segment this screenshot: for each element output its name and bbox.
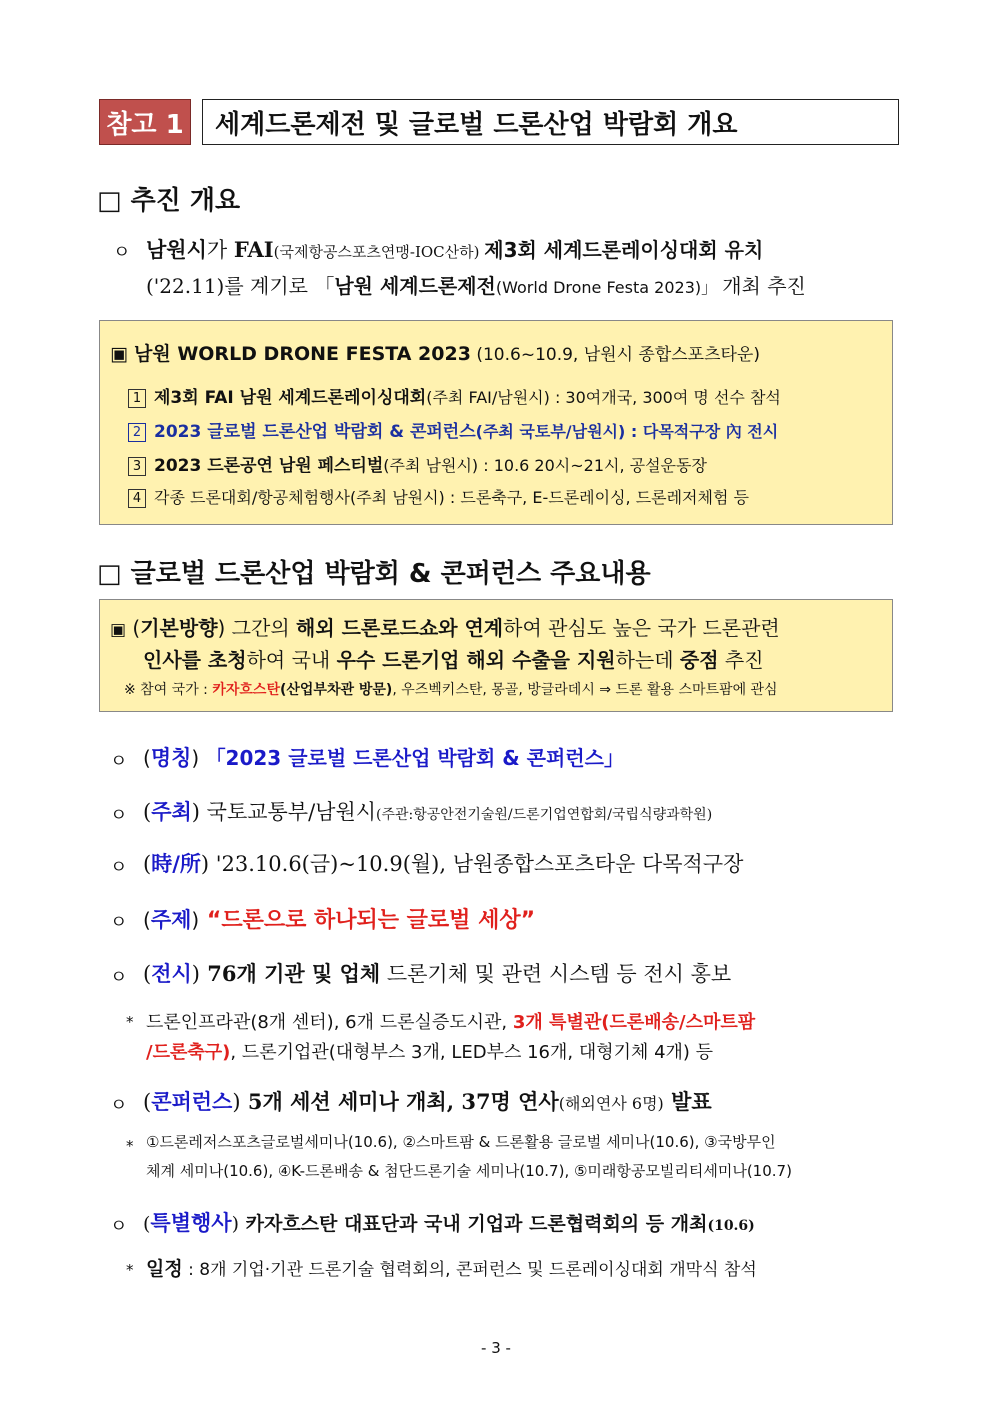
conference-note-line-2: 체계 세미나(10.6), ④K-드론배송 & 첨단드론기술 세미나(10.7), ⑤미래항공모빌리티세미나(10.7) <box>146 1162 792 1180</box>
value-host-sub: (주관:항공안전기술원/드론기업연합회/국립식량과학원) <box>376 807 713 823</box>
page-number: - 3 - <box>481 1339 511 1357</box>
label-conference: 콘퍼런스 <box>151 1090 233 1114</box>
item-conference: (콘퍼런스) 5개 세션 세미나 개최, 37명 연사(해외연사 6명) 발표 <box>143 1089 712 1114</box>
text-racing-bid: 제3회 세계드론레이싱대회 유치 <box>484 238 764 262</box>
bullet-marker: ㅇ <box>110 751 128 772</box>
number-box: 3 <box>128 457 146 476</box>
box-marker: ▣ <box>110 620 127 640</box>
direction-line-1 <box>110 612 780 641</box>
direction-segment: ( <box>132 616 141 640</box>
text-fai-desc: (국제항공스포츠연맹-IOC산하) <box>273 243 485 261</box>
item-detail: (주최 FAI/남원시) : 30여개국, 300여 명 선수 참석 <box>426 388 781 407</box>
text: : 8개 기업·기관 드론기술 협력회의, 콘퍼런스 및 드론레이싱대회 개막식 참석 <box>182 1260 757 1280</box>
value-exhibit-rest: 드론기체 및 관련 시스템 등 전시 홍보 <box>380 962 732 986</box>
direction-segment: ) 그간의 <box>217 616 296 640</box>
value-exhibit-bold: 76개 기관 및 업체 <box>199 961 381 986</box>
festa-item-4 <box>128 485 749 508</box>
label-host: 주최 <box>151 800 192 824</box>
conference-note-line-1: ①드론레저스포츠글로벌세미나(10.6), ②스마트팜 & 드론활용 글로벌 세미나(10.6), ③국방무인 <box>146 1133 776 1151</box>
item-time-place: (時/所) '23.10.6(금)~10.9(월), 남원종합스포츠타운 다목적구장 <box>143 852 744 876</box>
text-festa-en: (World Drone Festa 2023)」 <box>495 278 723 297</box>
direction-segment: 하는데 <box>615 648 680 672</box>
direction-segment: 추진 <box>718 648 764 672</box>
text-fai: FAI <box>233 237 274 262</box>
text: 개최 추진 <box>722 274 806 298</box>
text: , 드론기업관(대형부스 3개, LED부스 16개, 대형기체 4개) 등 <box>230 1042 714 1063</box>
bullet-marker: ㅇ <box>110 805 128 826</box>
section-heading-main-content: □ 글로벌 드론산업 박람회 & 콘퍼런스 주요내용 <box>97 559 651 589</box>
exhibit-note-line-2 <box>146 1038 713 1064</box>
direction-segment: 우수 드론기업 해외 수출을 지원 <box>336 648 616 672</box>
special-event-note <box>146 1254 757 1281</box>
value-conference-bold: 5개 세션 세미나 개최, 37명 연사 <box>240 1089 559 1114</box>
festa-summary-box <box>99 320 893 525</box>
text-festa-name: 남원 세계드론제전 <box>334 274 496 298</box>
item-detail: 각종 드론대회/항공체험행사(주최 남원시) : 드론축구, E-드론레이싱, 드론레저체험 등 <box>154 488 749 507</box>
direction-segment: 중점 <box>679 648 719 672</box>
value-conference-sub: (해외연사 6명) <box>558 1094 664 1113</box>
note-prefix: ※ 참여 국가 : <box>124 682 213 698</box>
item-name: (명칭) 「2023 글로벌 드론산업 박람회 & 콘퍼런스」 <box>143 746 624 770</box>
note-country-highlight: 카자흐스탄 <box>212 682 280 698</box>
bullet-marker: ㅇ <box>110 1095 128 1116</box>
note-star: * <box>126 1261 134 1279</box>
note-rest: , 우즈벡키스탄, 몽골, 방글라데시 ⇒ 드론 활용 스마트팜에 관심 <box>392 682 778 698</box>
text: 가 <box>206 238 234 262</box>
section-heading-overview: □ 추진 개요 <box>97 186 241 216</box>
text: 드론인프라관(8개 센터), 6개 드론실증도시관, <box>146 1012 513 1033</box>
item-special-event: (특별행사) 카자흐스탄 대표단과 국내 기업과 드론협력회의 등 개최(10.6) <box>143 1211 755 1235</box>
festa-item-3 <box>128 451 707 476</box>
bullet-marker: ㅇ <box>110 912 128 933</box>
direction-line-2 <box>143 644 764 673</box>
item-title: 2023 글로벌 드론산업 박람회 & 콘퍼런스 <box>154 422 476 442</box>
direction-segment: 하여 관심도 높은 국가 드론관련 <box>503 616 780 640</box>
item-theme: (주제) “드론으로 하나되는 글로벌 세상” <box>143 908 536 933</box>
direction-note <box>124 679 778 699</box>
note-star: * <box>126 1137 134 1155</box>
direction-text-1 <box>132 616 779 640</box>
value-name: 「2023 글로벌 드론산업 박람회 & 콘퍼런스」 <box>205 746 624 770</box>
direction-segment: 인사를 초청 <box>143 648 247 672</box>
box-marker: ▣ <box>110 343 128 365</box>
note-star: * <box>126 1013 134 1031</box>
direction-segment: 기본방향 <box>140 616 218 640</box>
number-box: 2 <box>128 423 146 442</box>
text-special-halls-cont: /드론축구) <box>146 1042 231 1063</box>
item-title: 제3회 FAI 남원 세계드론레이싱대회 <box>154 388 427 408</box>
festa-item-2 <box>128 417 778 442</box>
bullet-marker: ㅇ <box>110 967 128 988</box>
exhibit-note-line-1 <box>146 1008 755 1034</box>
value-conference-rest: 발표 <box>663 1089 712 1114</box>
label-theme: 주제 <box>150 908 192 932</box>
value-time-place: '23.10.6(금)~10.9(월), 남원종합스포츠타운 다목적구장 <box>209 852 744 876</box>
text: ('22.11)를 계기로 「 <box>146 274 335 298</box>
value-special-event: 카자흐스탄 대표단과 국내 기업과 드론협력회의 등 개최 <box>239 1213 708 1235</box>
text-namwon: 남원시 <box>146 238 207 262</box>
bullet-marker: ㅇ <box>113 242 131 263</box>
label-time-place: 時/所 <box>151 852 201 876</box>
number-box: 4 <box>128 489 146 508</box>
value-theme: “드론으로 하나되는 글로벌 세상” <box>199 908 536 933</box>
festa-item-1 <box>128 383 781 408</box>
item-host: (주최) 국토교통부/남원시(주관:항공안전기술원/드론기업연합회/국립식량과학원) <box>143 800 713 824</box>
direction-segment: 해외 드론로드쇼와 연계 <box>296 616 504 640</box>
text-schedule: 일정 <box>146 1258 183 1280</box>
number-box: 1 <box>128 389 146 408</box>
text-special-halls: 3개 특별관(드론배송/스마트팜 <box>512 1012 756 1033</box>
note-visit: (산업부차관 방문) <box>279 682 393 698</box>
item-title: 2023 드론공연 남원 페스티벌 <box>154 456 384 476</box>
direction-box <box>99 599 893 712</box>
bullet-marker: ㅇ <box>110 1216 128 1237</box>
label-exhibit: 전시 <box>151 962 192 986</box>
item-detail: (주최 국토부/남원시) : 다목적구장 內 전시 <box>475 422 779 441</box>
label-name: 명칭 <box>150 746 192 770</box>
value-host: 국토교통부/남원시 <box>199 800 377 824</box>
bullet-marker: ㅇ <box>110 857 128 878</box>
overview-line-2 <box>146 270 806 299</box>
label-special-event: 특별행사 <box>150 1211 232 1235</box>
overview-line-1 <box>146 234 763 264</box>
item-detail: (주최 남원시) : 10.6 20시~21시, 공설운동장 <box>383 456 707 475</box>
festa-title: 남원 WORLD DRONE FESTA 2023 <box>134 343 471 365</box>
direction-segment: 하여 국내 <box>246 648 337 672</box>
value-special-date: (10.6) <box>707 1218 755 1234</box>
page-title: 세계드론제전 및 글로벌 드론산업 박람회 개요 <box>202 99 899 145</box>
reference-tag: 참고 1 <box>99 99 191 145</box>
festa-period: (10.6~10.9, 남원시 종합스포츠타운) <box>470 345 760 365</box>
item-exhibit: (전시) 76개 기관 및 업체 드론기체 및 관련 시스템 등 전시 홍보 <box>143 961 732 986</box>
festa-box-heading <box>110 339 760 366</box>
direction-text-2 <box>143 648 764 672</box>
